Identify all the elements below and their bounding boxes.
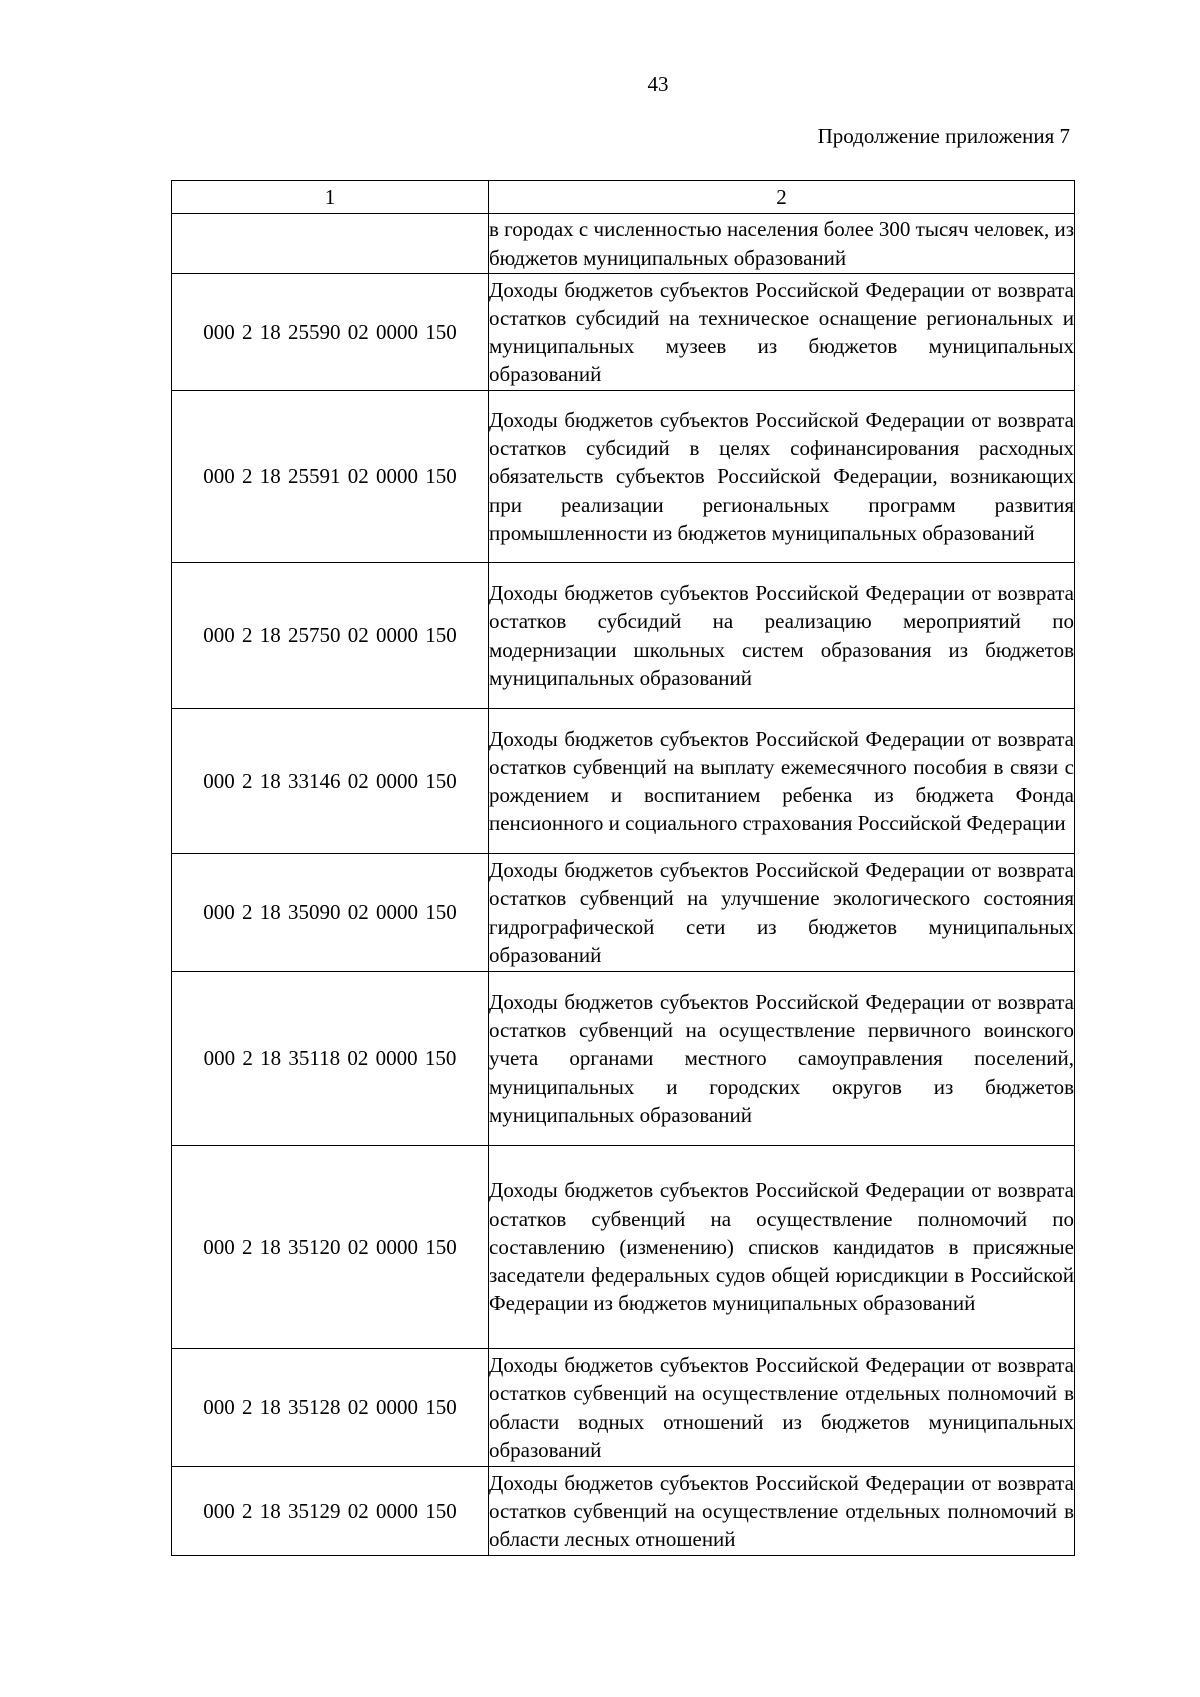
table-row (172, 972, 1075, 1146)
table-row (172, 274, 1075, 391)
row-code: 000 2 18 33146 02 0000 150 (172, 709, 489, 854)
row-description: Доходы бюджетов субъектов Российской Федерации от возврата остатков субвенций на улучшение экологического состояния гидрографической сети из бюджетов муниципальных образований (489, 854, 1075, 972)
row-code: 000 2 18 35120 02 0000 150 (172, 1146, 489, 1349)
table-row (172, 854, 1075, 972)
row-code: 000 2 18 35118 02 0000 150 (172, 972, 489, 1146)
row-description: Доходы бюджетов субъектов Российской Федерации от возврата остатков субсидий в целях софинансирования расходных обязательств субъектов Российской Федерации, возникающих при реализации региональных программ развития промышленности из бюджетов муниципальных образований (489, 391, 1075, 563)
row-description: Доходы бюджетов субъектов Российской Федерации от возврата остатков субвенций на осуществление отдельных полномочий в области лесных отношений (489, 1467, 1075, 1556)
row-description: Доходы бюджетов субъектов Российской Федерации от возврата остатков субвенций на осуществление первичного воинского учета органами местного самоуправления поселений, муниципальных и городских округов из бюджетов муниципальных образований (489, 972, 1075, 1146)
page-number: 43 (647, 72, 669, 96)
row-code: 000 2 18 25591 02 0000 150 (172, 391, 489, 563)
row-description: в городах с численностью населения более 300 тысяч человек, из бюджетов муниципальных образований (489, 214, 1075, 274)
column-header-code: 1 (172, 181, 489, 214)
row-description: Доходы бюджетов субъектов Российской Федерации от возврата остатков субсидий на реализацию мероприятий по модернизации школьных систем образования из бюджетов муниципальных образований (489, 563, 1075, 709)
row-code: 000 2 18 35090 02 0000 150 (172, 854, 489, 972)
row-code: 000 2 18 25590 02 0000 150 (172, 274, 489, 391)
row-code: 000 2 18 25750 02 0000 150 (172, 563, 489, 709)
table-row (172, 391, 1075, 563)
budget-codes-table (171, 180, 1075, 1556)
table-row (172, 214, 1075, 274)
table-row (172, 563, 1075, 709)
column-header-description: 2 (489, 181, 1075, 214)
table-row (172, 709, 1075, 854)
row-code: 000 2 18 35128 02 0000 150 (172, 1349, 489, 1467)
table-header-row (172, 181, 1075, 214)
table-row (172, 1467, 1075, 1556)
row-description: Доходы бюджетов субъектов Российской Федерации от возврата остатков субвенций на осуществление полномочий по составлению (изменению) списков кандидатов в присяжные заседатели федеральных судов общей юрисдикции в Российской Федерации из бюджетов муниципальных образований (489, 1146, 1075, 1349)
row-description: Доходы бюджетов субъектов Российской Федерации от возврата остатков субвенций на осуществление отдельных полномочий в области водных отношений из бюджетов муниципальных образований (489, 1349, 1075, 1467)
continuation-label: Продолжение приложения 7 (817, 124, 1070, 148)
table-row (172, 1146, 1075, 1349)
row-description: Доходы бюджетов субъектов Российской Федерации от возврата остатков субвенций на выплату ежемесячного пособия в связи с рождением и воспитанием ребенка из бюджета Фонда пенсионного и социального страхования Российской Федерации (489, 709, 1075, 854)
row-code: 000 2 18 35129 02 0000 150 (172, 1467, 489, 1556)
table-row (172, 1349, 1075, 1467)
row-code (172, 214, 489, 274)
row-description: Доходы бюджетов субъектов Российской Федерации от возврата остатков субсидий на техническое оснащение региональных и муниципальных музеев из бюджетов муниципальных образований (489, 274, 1075, 391)
